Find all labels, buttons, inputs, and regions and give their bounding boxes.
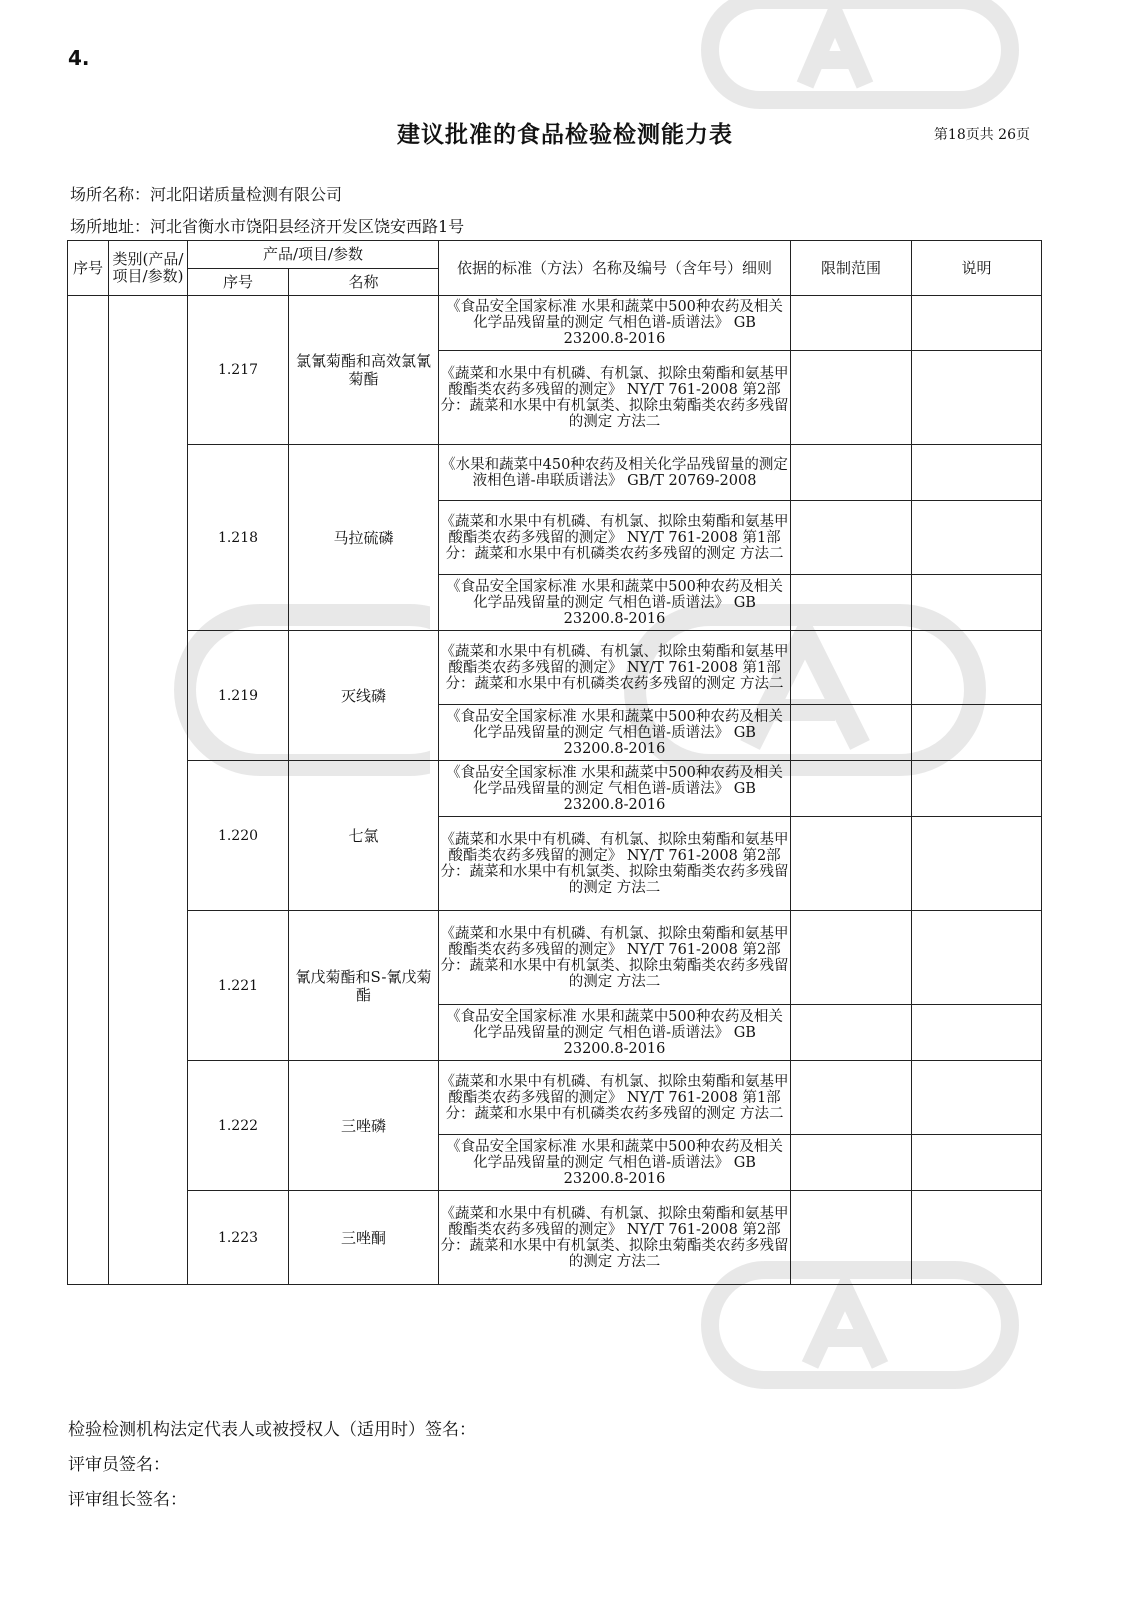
table-row (68, 1061, 1042, 1135)
item-name: 三唑酮 (289, 1191, 439, 1285)
standard-method: 《蔬菜和水果中有机磷、有机氯、拟除虫菊酯和氨基甲酸酯类农药多残留的测定》 NY/T 761-2008 第2部分：蔬菜和水果中有机氯类、拟除虫菊酯类农药多残留的测定 方法二 (439, 351, 791, 445)
note-cell (912, 761, 1042, 817)
item-number: 1.218 (188, 445, 289, 631)
table-row (68, 631, 1042, 705)
item-number: 1.223 (188, 1191, 289, 1285)
standard-method: 《食品安全国家标准 水果和蔬菜中500种农药及相关化学品残留量的测定 气相色谱-质谱法》 GB 23200.8-2016 (439, 296, 791, 351)
header-seq: 序号 (68, 241, 109, 296)
standard-method: 《食品安全国家标准 水果和蔬菜中500种农药及相关化学品残留量的测定 气相色谱-质谱法》 GB 23200.8-2016 (439, 705, 791, 761)
limit-cell (791, 631, 912, 705)
table-row (68, 296, 1042, 351)
item-number: 1.217 (188, 296, 289, 445)
note-cell (912, 1005, 1042, 1061)
limit-cell (791, 1005, 912, 1061)
capability-table (67, 240, 1042, 1285)
standard-method: 《食品安全国家标准 水果和蔬菜中500种农药及相关化学品残留量的测定 气相色谱-质谱法》 GB 23200.8-2016 (439, 1135, 791, 1191)
limit-cell (791, 501, 912, 575)
limit-cell (791, 445, 912, 501)
standard-method: 《蔬菜和水果中有机磷、有机氯、拟除虫菊酯和氨基甲酸酯类农药多残留的测定》 NY/T 761-2008 第2部分：蔬菜和水果中有机氯类、拟除虫菊酯类农药多残留的测定 方法二 (439, 911, 791, 1005)
standard-method: 《蔬菜和水果中有机磷、有机氯、拟除虫菊酯和氨基甲酸酯类农药多残留的测定》 NY/T 761-2008 第2部分：蔬菜和水果中有机氯类、拟除虫菊酯类农药多残留的测定 方法二 (439, 817, 791, 911)
limit-cell (791, 1061, 912, 1135)
header-product-name: 名称 (289, 269, 439, 296)
item-name: 氯氰菊酯和高效氯氰菊酯 (289, 296, 439, 445)
site-name: 场所名称：河北阳诺质量检测有限公司 (70, 185, 343, 204)
note-cell (912, 705, 1042, 761)
note-cell (912, 1135, 1042, 1191)
note-cell (912, 296, 1042, 351)
table-row (68, 1191, 1042, 1285)
standard-method: 《水果和蔬菜中450种农药及相关化学品残留量的测定 液相色谱-串联质谱法》 GB/T 20769-2008 (439, 445, 791, 501)
standard-method: 《蔬菜和水果中有机磷、有机氯、拟除虫菊酯和氨基甲酸酯类农药多残留的测定》 NY/T 761-2008 第1部分：蔬菜和水果中有机磷类农药多残留的测定 方法二 (439, 501, 791, 575)
limit-cell (791, 351, 912, 445)
signature-legal-rep: 检验检测机构法定代表人或被授权人（适用时）签名： (68, 1420, 476, 1440)
limit-cell (791, 705, 912, 761)
page-indicator: 第18页共 26页 (933, 127, 1030, 143)
item-number: 1.220 (188, 761, 289, 911)
table-row (68, 761, 1042, 817)
signature-team-leader: 评审组长签名： (68, 1490, 187, 1510)
note-cell (912, 631, 1042, 705)
item-name: 灭线磷 (289, 631, 439, 761)
note-cell (912, 445, 1042, 501)
note-cell (912, 817, 1042, 911)
row-seq-cell (68, 296, 109, 1285)
item-number: 1.219 (188, 631, 289, 761)
header-note: 说明 (912, 241, 1042, 296)
note-cell (912, 575, 1042, 631)
site-address: 场所地址：河北省衡水市饶阳县经济开发区饶安西路1号 (70, 217, 465, 236)
note-cell (912, 351, 1042, 445)
standard-method: 《食品安全国家标准 水果和蔬菜中500种农药及相关化学品残留量的测定 气相色谱-质谱法》 GB 23200.8-2016 (439, 575, 791, 631)
document-title: 建议批准的食品检验检测能力表 (397, 122, 733, 148)
limit-cell (791, 1191, 912, 1285)
header-category: 类别(产品/项目/参数) (109, 241, 188, 296)
limit-cell (791, 1135, 912, 1191)
standard-method: 《蔬菜和水果中有机磷、有机氯、拟除虫菊酯和氨基甲酸酯类农药多残留的测定》 NY/T 761-2008 第2部分：蔬菜和水果中有机氯类、拟除虫菊酯类农药多残留的测定 方法二 (439, 1191, 791, 1285)
standard-method: 《蔬菜和水果中有机磷、有机氯、拟除虫菊酯和氨基甲酸酯类农药多残留的测定》 NY/T 761-2008 第1部分：蔬菜和水果中有机磷类农药多残留的测定 方法二 (439, 631, 791, 705)
standard-method: 《蔬菜和水果中有机磷、有机氯、拟除虫菊酯和氨基甲酸酯类农药多残留的测定》 NY/T 761-2008 第1部分：蔬菜和水果中有机磷类农药多残留的测定 方法二 (439, 1061, 791, 1135)
note-cell (912, 1061, 1042, 1135)
limit-cell (791, 761, 912, 817)
limit-cell (791, 911, 912, 1005)
note-cell (912, 501, 1042, 575)
item-name: 马拉硫磷 (289, 445, 439, 631)
note-cell (912, 911, 1042, 1005)
header-product-seq: 序号 (188, 269, 289, 296)
section-number: 4. (68, 46, 90, 70)
limit-cell (791, 296, 912, 351)
row-category-cell (109, 296, 188, 1285)
header-standard: 依据的标准（方法）名称及编号（含年号）细则 (439, 241, 791, 296)
signature-reviewer: 评审员签名： (68, 1455, 170, 1475)
header-limit: 限制范围 (791, 241, 912, 296)
header-product-group: 产品/项目/参数 (188, 241, 439, 269)
item-name: 氰戊菊酯和S-氰戊菊酯 (289, 911, 439, 1061)
limit-cell (791, 575, 912, 631)
note-cell (912, 1191, 1042, 1285)
standard-method: 《食品安全国家标准 水果和蔬菜中500种农药及相关化学品残留量的测定 气相色谱-质谱法》 GB 23200.8-2016 (439, 761, 791, 817)
table-row (68, 911, 1042, 1005)
item-name: 三唑磷 (289, 1061, 439, 1191)
item-number: 1.221 (188, 911, 289, 1061)
limit-cell (791, 817, 912, 911)
standard-method: 《食品安全国家标准 水果和蔬菜中500种农药及相关化学品残留量的测定 气相色谱-质谱法》 GB 23200.8-2016 (439, 1005, 791, 1061)
item-name: 七氯 (289, 761, 439, 911)
item-number: 1.222 (188, 1061, 289, 1191)
table-row (68, 445, 1042, 501)
